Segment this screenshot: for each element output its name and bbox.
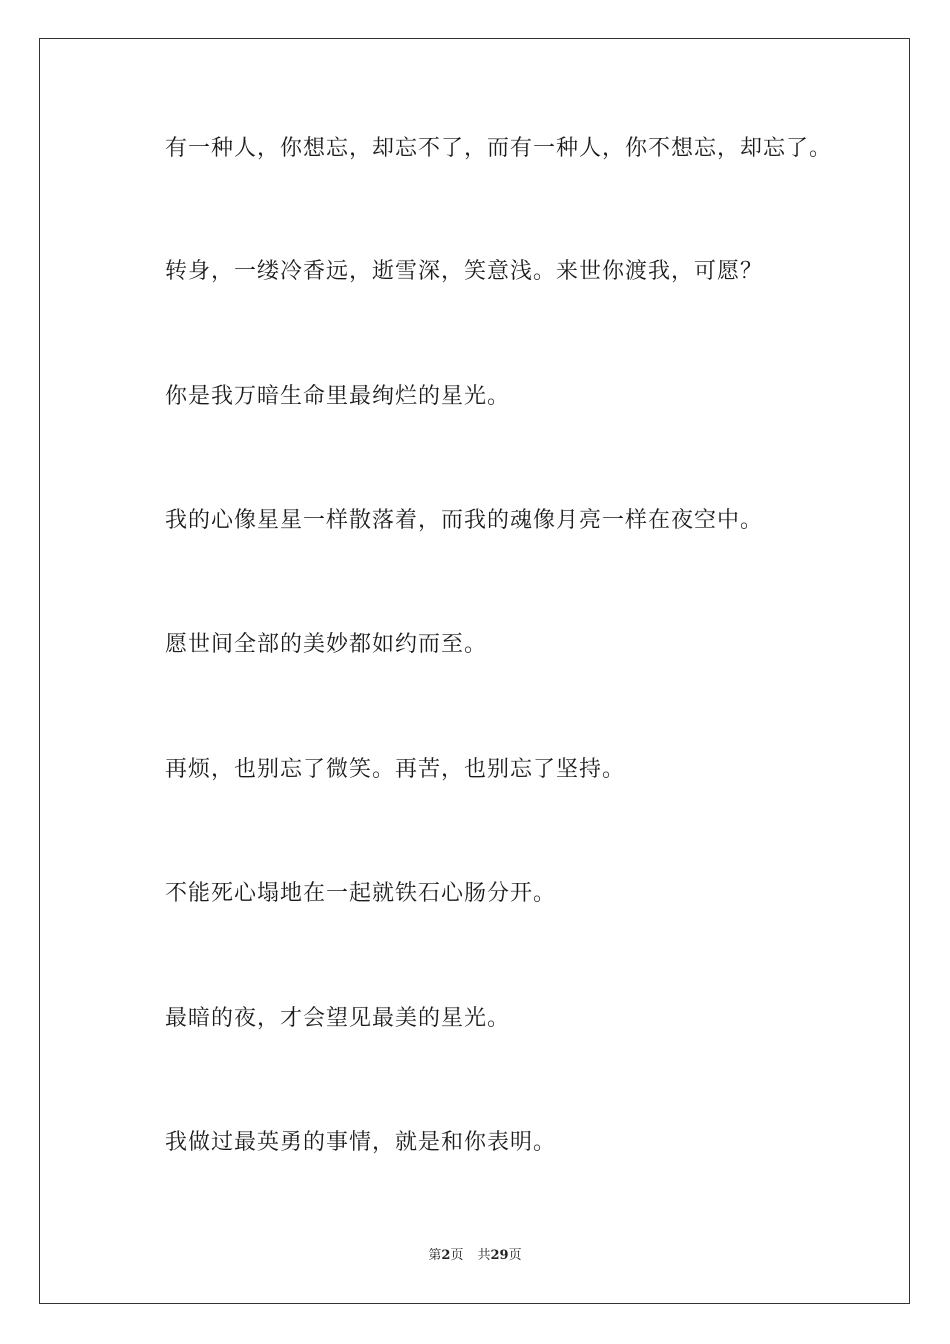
text-line-2: 转身，一缕冷香远，逝雪深，笑意浅。来世你渡我，可愿？ bbox=[165, 259, 764, 284]
total-pages-label: 共29页 bbox=[477, 1248, 522, 1263]
text-line-7: 不能死心塌地在一起就铁石心肠分开。 bbox=[165, 881, 557, 906]
page-footer bbox=[0, 1248, 950, 1264]
text-line-1: 有一种人，你想忘，却忘不了，而有一种人，你不想忘，却忘了。 bbox=[165, 136, 833, 161]
text-line-5: 愿世间全部的美妙都如约而至。 bbox=[165, 632, 488, 657]
current-page-number: 2 bbox=[441, 1248, 451, 1263]
text-line-3: 你是我万暗生命里最绚烂的星光。 bbox=[165, 384, 511, 409]
page-border bbox=[39, 38, 910, 1304]
text-line-9: 我做过最英勇的事情，就是和你表明。 bbox=[165, 1130, 557, 1155]
page-number-label: 第2页 bbox=[428, 1248, 464, 1263]
text-line-4: 我的心像星星一样散落着，而我的魂像月亮一样在夜空中。 bbox=[165, 508, 764, 533]
total-page-count: 29 bbox=[490, 1248, 509, 1263]
text-line-8: 最暗的夜，才会望见最美的星光。 bbox=[165, 1006, 511, 1031]
text-line-6: 再烦，也别忘了微笑。再苦，也别忘了坚持。 bbox=[165, 757, 626, 782]
